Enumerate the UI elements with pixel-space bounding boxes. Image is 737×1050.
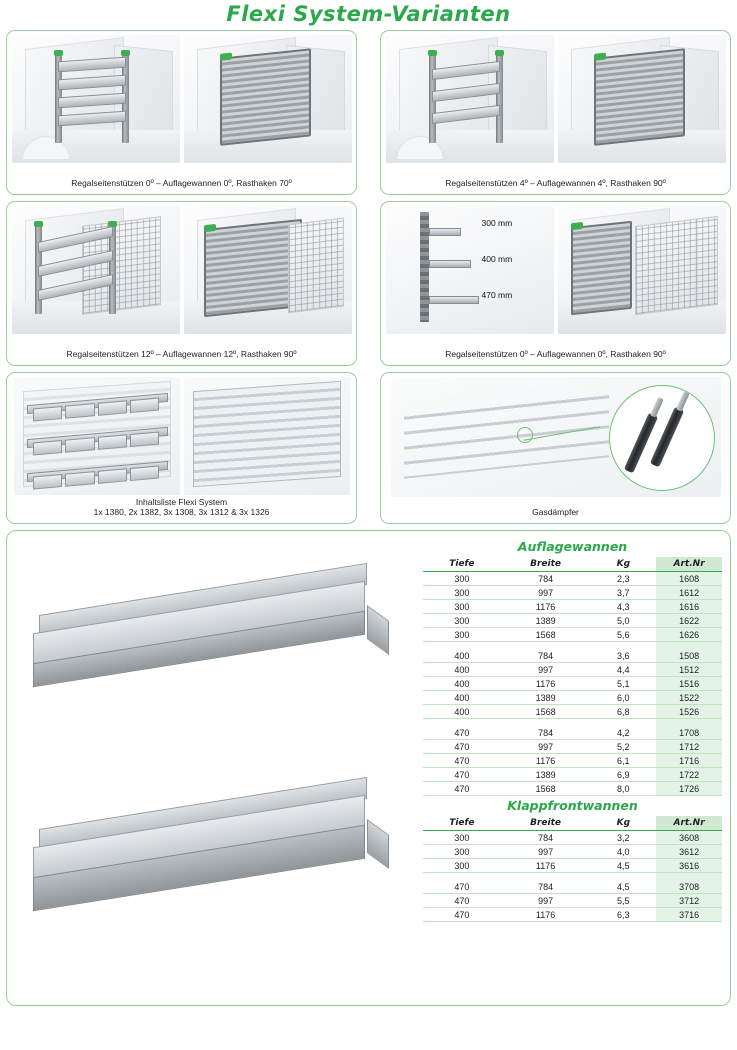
shelf-rack	[35, 226, 116, 308]
table-row	[423, 586, 722, 600]
cell-tiefe: 470	[423, 880, 501, 894]
cell-tiefe: 300	[423, 600, 501, 614]
cell-artnr: 1522	[656, 691, 722, 705]
cell-kg: 3,6	[590, 649, 656, 663]
panel-gasdaempfer	[380, 372, 731, 524]
tray	[432, 83, 500, 102]
cell-tiefe: 470	[423, 740, 501, 754]
shelf-rack	[429, 55, 503, 137]
cell-tiefe: 470	[423, 894, 501, 908]
cell-tiefe: 470	[423, 768, 501, 782]
variant-panel-grid	[6, 30, 731, 524]
table-row	[423, 894, 722, 908]
panel-variant-12-90	[6, 201, 357, 366]
cell-artnr: 3616	[656, 859, 722, 873]
panel-images	[385, 35, 726, 163]
shelf-rack	[55, 55, 129, 137]
cell-tiefe: 400	[423, 663, 501, 677]
table-header-row	[423, 557, 722, 572]
tray	[432, 61, 500, 80]
cell-artnr: 1608	[656, 572, 722, 586]
inhaltsliste-title: Inhaltsliste Flexi System	[135, 496, 228, 507]
tray	[58, 57, 126, 73]
cell-kg: 3,7	[590, 586, 656, 600]
pan-end-cap	[367, 605, 389, 655]
table-row	[423, 859, 722, 873]
tray-depth-400	[429, 260, 471, 268]
table-title-auflagewannen: Auflagewannen	[517, 539, 628, 554]
cell-breite: 1176	[501, 677, 591, 691]
rack-cap	[204, 224, 216, 232]
cell-breite: 1568	[501, 705, 591, 719]
cell-tiefe: 300	[423, 628, 501, 642]
cell-artnr: 1712	[656, 740, 722, 754]
cell-breite: 1176	[501, 754, 591, 768]
cell-breite: 784	[501, 572, 591, 586]
cell-kg: 4,3	[590, 600, 656, 614]
cell-artnr: 1626	[656, 628, 722, 642]
panel-images	[385, 377, 726, 497]
cell-breite: 784	[501, 831, 591, 845]
illustration-slatwall	[184, 377, 350, 495]
cell-tiefe: 300	[423, 586, 501, 600]
cell-artnr: 1612	[656, 586, 722, 600]
panel-inhaltsliste	[6, 372, 357, 524]
tray	[58, 75, 126, 91]
panel-variant-depths	[380, 201, 731, 366]
tray	[58, 93, 126, 109]
cell-tiefe: 400	[423, 677, 501, 691]
col-tiefe: Tiefe	[423, 816, 501, 831]
cell-artnr: 1716	[656, 754, 722, 768]
panel-caption: Gasdämpfer	[532, 507, 579, 518]
cell-breite: 784	[501, 649, 591, 663]
panel-caption: Regalseitenstützen 0º – Auflagewannen 0º, Rasthaken 90º	[445, 349, 666, 360]
table-row	[423, 726, 722, 740]
table-row	[423, 768, 722, 782]
cell-kg: 5,0	[590, 614, 656, 628]
cell-artnr: 1526	[656, 705, 722, 719]
dimension-470: 470 mm	[481, 290, 513, 300]
detail-zoom-circle	[609, 385, 715, 491]
rack-cap-right	[495, 50, 504, 56]
cell-tiefe: 400	[423, 649, 501, 663]
cell-breite: 997	[501, 663, 591, 677]
col-kg: Kg	[590, 816, 656, 831]
dimension-400: 400 mm	[481, 254, 513, 264]
rack-cap-left	[34, 221, 43, 227]
cell-breite: 997	[501, 586, 591, 600]
cell-kg: 6,0	[590, 691, 656, 705]
cell-tiefe: 300	[423, 859, 501, 873]
cell-tiefe: 300	[423, 614, 501, 628]
col-breite: Breite	[501, 816, 591, 831]
cell-kg: 6,3	[590, 908, 656, 922]
tray-depth-300	[429, 228, 461, 236]
table-row	[423, 908, 722, 922]
table-row	[423, 614, 722, 628]
slat-wall	[193, 381, 341, 488]
panel-caption	[7, 497, 356, 518]
rack-post	[420, 212, 429, 322]
cell-artnr: 3608	[656, 831, 722, 845]
cell-artnr: 1622	[656, 614, 722, 628]
col-artnr: Art.Nr	[656, 557, 722, 572]
cell-breite: 1176	[501, 908, 591, 922]
table-row	[423, 880, 722, 894]
cell-breite: 1568	[501, 782, 591, 796]
col-kg: Kg	[590, 557, 656, 572]
product-illustrations	[15, 537, 419, 999]
illustration-van-rack-right	[558, 206, 726, 334]
rack-cap	[594, 52, 606, 60]
cell-kg: 4,2	[590, 726, 656, 740]
panel-images	[11, 35, 352, 163]
table-row	[423, 705, 722, 719]
table-row	[423, 572, 722, 586]
cell-kg: 6,1	[590, 754, 656, 768]
table-row	[423, 831, 722, 845]
panel-images	[385, 206, 726, 334]
cell-breite: 1568	[501, 628, 591, 642]
rack-cap	[220, 52, 232, 60]
rack-column	[420, 212, 478, 322]
illustration-auflagewanne	[33, 573, 383, 693]
page-title: Flexi System-Varianten	[226, 2, 511, 26]
cell-artnr: 1512	[656, 663, 722, 677]
table-row	[423, 649, 722, 663]
folded-tray-stack	[571, 221, 632, 316]
col-tiefe: Tiefe	[423, 557, 501, 572]
cell-kg: 5,1	[590, 677, 656, 691]
cell-tiefe: 400	[423, 691, 501, 705]
illustration-gas-damper	[391, 377, 721, 497]
cell-breite: 784	[501, 880, 591, 894]
cell-tiefe: 300	[423, 845, 501, 859]
cell-kg: 4,5	[590, 880, 656, 894]
rack-cap-left	[428, 50, 437, 56]
cell-artnr: 3716	[656, 908, 722, 922]
folded-tray-stack	[594, 48, 685, 146]
table-header-row	[423, 816, 722, 831]
cell-breite: 1176	[501, 859, 591, 873]
table-group-gap	[423, 873, 722, 881]
cell-tiefe: 470	[423, 754, 501, 768]
cell-artnr: 3712	[656, 894, 722, 908]
product-section	[6, 530, 731, 1006]
cell-breite: 784	[501, 726, 591, 740]
cell-breite: 1389	[501, 691, 591, 705]
cell-artnr: 1726	[656, 782, 722, 796]
folded-tray-stack	[220, 48, 311, 146]
cell-tiefe: 400	[423, 705, 501, 719]
table-row	[423, 677, 722, 691]
cell-kg: 6,8	[590, 705, 656, 719]
cell-tiefe: 300	[423, 572, 501, 586]
tray	[38, 275, 113, 302]
cell-tiefe: 470	[423, 908, 501, 922]
illustration-depth-dimensions	[386, 206, 554, 334]
col-artnr: Art.Nr	[656, 816, 722, 831]
cell-breite: 1389	[501, 614, 591, 628]
table-klappfrontwannen	[423, 816, 722, 922]
table-group-gap	[423, 719, 722, 727]
illustration-shelf-trays-4deg	[386, 35, 554, 163]
tray	[38, 227, 113, 254]
cell-kg: 5,6	[590, 628, 656, 642]
illustration-bin-rack	[14, 377, 180, 495]
table-row	[423, 600, 722, 614]
cell-artnr: 1516	[656, 677, 722, 691]
cell-kg: 3,2	[590, 831, 656, 845]
cell-artnr: 1722	[656, 768, 722, 782]
rack-cap-right	[121, 50, 130, 56]
dimension-300: 300 mm	[481, 218, 513, 228]
panel-caption: Regalseitenstützen 0º – Auflagewannen 0º, Rasthaken 70º	[71, 178, 292, 189]
table-row	[423, 754, 722, 768]
pan-end-cap	[367, 819, 389, 869]
table-title-klappfrontwannen: Klappfrontwannen	[507, 798, 638, 813]
cell-kg: 4,5	[590, 859, 656, 873]
cell-breite: 1389	[501, 768, 591, 782]
table-row	[423, 740, 722, 754]
table-auflagewannen	[423, 557, 722, 796]
table-row	[423, 845, 722, 859]
table-row	[423, 782, 722, 796]
table-row	[423, 628, 722, 642]
mesh-partition	[635, 216, 718, 315]
table-group-gap	[423, 642, 722, 650]
panel-variant-0-70	[6, 30, 357, 195]
rack-cap	[571, 222, 583, 230]
cell-artnr: 3612	[656, 845, 722, 859]
table-row	[423, 663, 722, 677]
inhaltsliste-items: 1x 1380, 2x 1382, 3x 1308, 3x 1312 & 3x 1326	[93, 507, 270, 518]
illustration-shelf-trays-12deg	[12, 206, 180, 334]
tray	[432, 105, 500, 124]
cell-tiefe: 300	[423, 831, 501, 845]
cell-kg: 8,0	[590, 782, 656, 796]
cell-artnr: 1708	[656, 726, 722, 740]
dimension-labels	[482, 218, 513, 326]
cell-artnr: 1508	[656, 649, 722, 663]
table-row	[423, 691, 722, 705]
illustration-folded-front-90deg	[558, 35, 726, 163]
col-breite: Breite	[501, 557, 591, 572]
panel-images	[11, 377, 352, 495]
cell-kg: 2,3	[590, 572, 656, 586]
panel-images	[11, 206, 352, 334]
cell-kg: 4,0	[590, 845, 656, 859]
illustration-klappfrontwanne	[33, 787, 383, 907]
panel-caption: Regalseitenstützen 4º – Auflagewannen 4º, Rasthaken 90º	[445, 178, 666, 189]
illustration-folded-front-12deg	[184, 206, 352, 334]
cell-kg: 5,5	[590, 894, 656, 908]
cell-kg: 5,2	[590, 740, 656, 754]
tray	[38, 251, 113, 278]
cell-breite: 997	[501, 845, 591, 859]
spec-tables	[419, 537, 722, 999]
cell-breite: 997	[501, 894, 591, 908]
tray	[58, 111, 126, 127]
rack-post-right	[109, 226, 116, 314]
cell-tiefe: 470	[423, 782, 501, 796]
cell-tiefe: 470	[423, 726, 501, 740]
illustration-folded-front-70deg	[184, 35, 352, 163]
mesh-partition	[288, 218, 344, 314]
illustration-shelf-trays-0deg	[12, 35, 180, 163]
cell-kg: 4,4	[590, 663, 656, 677]
panel-variant-4-90	[380, 30, 731, 195]
cell-kg: 6,9	[590, 768, 656, 782]
panel-caption: Regalseitenstützen 12º – Auflagewannen 12º, Rasthaken 90º	[66, 349, 297, 360]
tray-depth-470	[429, 296, 479, 304]
cell-breite: 1176	[501, 600, 591, 614]
rack-cap-left	[54, 50, 63, 56]
cell-artnr: 1616	[656, 600, 722, 614]
cell-artnr: 3708	[656, 880, 722, 894]
cell-breite: 997	[501, 740, 591, 754]
